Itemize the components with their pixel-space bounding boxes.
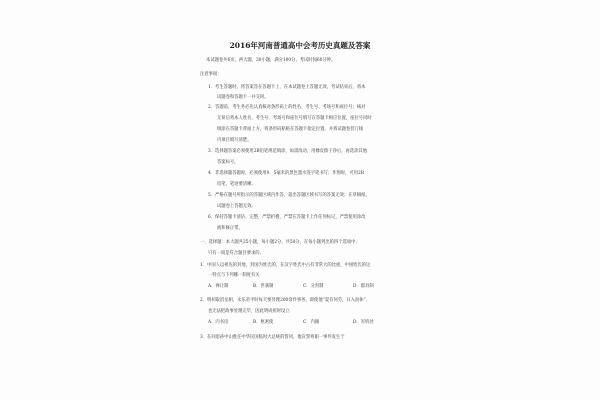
option-c: C．内阁 (303, 320, 320, 325)
option-b: B．枢密使 (253, 320, 274, 325)
notice-line: 试题卷和答题卡一并交回。 (217, 95, 269, 100)
question-options (208, 320, 398, 325)
page-title: 2016年河南普通高中会考历史真题及答案 (229, 41, 371, 50)
notice-line: 铅笔，笔迹要清晰。 (217, 182, 256, 187)
question-options (208, 284, 398, 289)
notice-line: 填涂在答题卡背面上方，将条形码粘贴在答题卡指定位置，并将试题卷装订线 (217, 127, 364, 132)
question-stem: 3．在回思孙中山胜任中华民国临时大总统的誓词，他宣誓将职一事件发生于 (200, 335, 345, 340)
notice-line: 答案标号。 (217, 160, 239, 165)
question-stem: 2．明初取消丞相，永乐帝平时每天要处理200余件事务，即使他“夏有何劳，日入而休”， (200, 298, 371, 303)
notice-line: 5．严格在题号所指示的答题区域内作答，超出答题区域书写的答案无效；在草稿纸、 (208, 193, 370, 198)
notice-line: 4．非选择题答题时，必须使用0．5毫米的黑色墨水签字笔书写；作图时，可用2B (208, 171, 364, 176)
section-heading: 一、选择题：本大题共25小题，每小题2分，共50分，在每小题列出的四个选项中， (200, 240, 360, 245)
notice-heading: 注意事项： (200, 72, 222, 77)
section-heading-cont: 只有一项是符合题目要求的。 (208, 251, 264, 256)
notice-line: 1．考生答题时，将答案答在答题卡上，在本试题卷上答题无效。考试结束后，将本 (208, 85, 366, 90)
option-a: A．内书房 (208, 320, 229, 325)
notice-line: 液和修正带。 (217, 226, 243, 231)
question-stem: 也无法把政事处理完毕，因此明成祖时设立 (208, 309, 290, 314)
notice-line: 3．选择题答案必须使用2B铅笔规范填涂，如需改动，用橡皮擦干净后，再选涂其他 (208, 149, 368, 154)
notice-line: 无误后将本人姓名、考生号、考场号和座位号填写在答题卡相应位置，座位号同时 (217, 116, 372, 121)
intro-text: 本试题卷共6页，两大题，30小题，满分100分，考试时间60分钟。 (206, 58, 336, 63)
notice-line: 试题卷上答题无效。 (217, 204, 256, 209)
option-c: C．分封制 (303, 284, 324, 289)
option-b: B．世袭制 (253, 284, 274, 289)
option-d: D．郡县制 (353, 284, 374, 289)
question-stem: 1．中国人以祖先的封地、封国为姓氏的，在汉字姓氏中占有非常大的比重，中国姓氏的这 (200, 263, 371, 268)
notice-line: 2．答题前，考生务必先认真核对条形码上的姓名、考生号、考场号和座位号；核对 (208, 105, 366, 110)
option-d: D．军机处 (353, 320, 374, 325)
notice-line: 内项目填写清楚。 (217, 138, 252, 143)
notice-line: 6．保持答题卡清洁、完整，严禁折叠，严禁在答题卡上作任何标记，严禁使用涂改 (208, 215, 366, 220)
option-a: A．禅让制 (208, 284, 229, 289)
question-stem: 一特点与下列哪一制度有关 (208, 273, 260, 278)
